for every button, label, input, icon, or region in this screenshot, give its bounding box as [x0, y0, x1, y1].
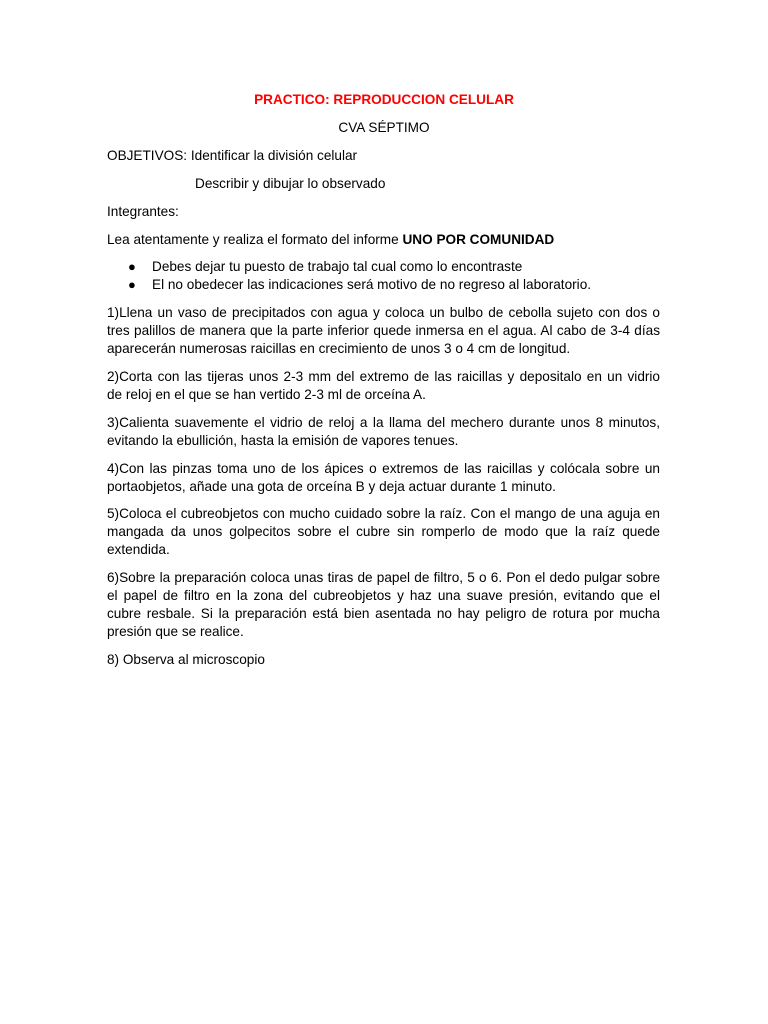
objectives-label: OBJETIVOS:	[107, 148, 188, 163]
step-line: de reloj en el que se han vertido 2-3 ml de orceína A.	[107, 387, 426, 402]
step-line: cubre resbale. Si la preparación está bien asentada no hay peligro de rotura por mucha	[107, 606, 660, 621]
bullet-item: El no obedecer las indicaciones será motivo de no regreso al laboratorio.	[152, 277, 592, 292]
step-line: aparecerán numerosas raicillas en crecimiento de unos 3 o 4 cm de longitud.	[107, 341, 571, 356]
bullet-item: Debes dejar tu puesto de trabajo tal cual como lo encontraste	[152, 259, 523, 274]
step-line: el papel de filtro en la zona del cubreobjetos y haz una suave presión, evitando que el	[107, 588, 660, 603]
instruction-text: Lea atentamente y realiza el formato del informe	[107, 232, 403, 247]
step-paragraph	[107, 569, 660, 641]
members-label: Integrantes:	[107, 204, 179, 219]
step-paragraph	[107, 304, 660, 358]
step-paragraph	[107, 460, 660, 496]
step-line: presión que se realice.	[107, 624, 244, 639]
step-line: portaobjetos, añade una gota de orceína B y deja actuar durante 1 minuto.	[107, 479, 556, 494]
objectives-row	[107, 147, 357, 165]
step-line: 5)Coloca el cubreobjetos con mucho cuidado sobre la raíz. Con el mango de una aguja en	[107, 506, 660, 521]
document-title: PRACTICO: REPRODUCCION CELULAR	[254, 92, 514, 107]
step-line: 3)Calienta suavemente el vidrio de reloj a la llama del mechero durante unos 8 minutos,	[107, 415, 660, 430]
step-paragraph	[107, 651, 660, 669]
step-line: extendida.	[107, 542, 170, 557]
objective-1: Identificar la división celular	[190, 148, 358, 163]
step-line: 2)Corta con las tijeras unos 2-3 mm del extremo de las raicillas y depositalo en un vidrio	[107, 369, 660, 384]
objective-2: Describir y dibujar lo observado	[195, 176, 386, 191]
step-line: 1)Llena un vaso de precipitados con agua y coloca un bulbo de cebolla sujeto con dos o	[107, 305, 660, 320]
step-line: mangada da unos golpecitos sobre el cubre sin romperlo de modo que la raíz quede	[107, 524, 660, 539]
step-line: tres palillos de manera que la parte inferior quede inmersa en el agua. Al cabo de 3-4 días	[107, 323, 660, 338]
step-paragraph	[107, 368, 660, 404]
step-line: 6)Sobre la preparación coloca unas tiras de papel de filtro, 5 o 6. Pon el dedo pulgar sobre	[107, 570, 660, 585]
step-paragraph	[107, 414, 660, 450]
step-paragraph	[107, 505, 660, 559]
instruction-line	[107, 231, 554, 249]
bullet-icon: ●	[128, 277, 136, 292]
step-line: evitando la ebullición, hasta la emisión de vapores tenues.	[107, 433, 459, 448]
document-subtitle: CVA SÉPTIMO	[338, 120, 430, 135]
bullet-icon: ●	[128, 259, 136, 274]
step-line: 8) Observa al microscopio	[107, 652, 265, 667]
instruction-emphasis: UNO POR COMUNIDAD	[402, 232, 555, 247]
step-line: 4)Con las pinzas toma uno de los ápices o extremos de las raicillas y colócala sobre un	[107, 461, 660, 476]
